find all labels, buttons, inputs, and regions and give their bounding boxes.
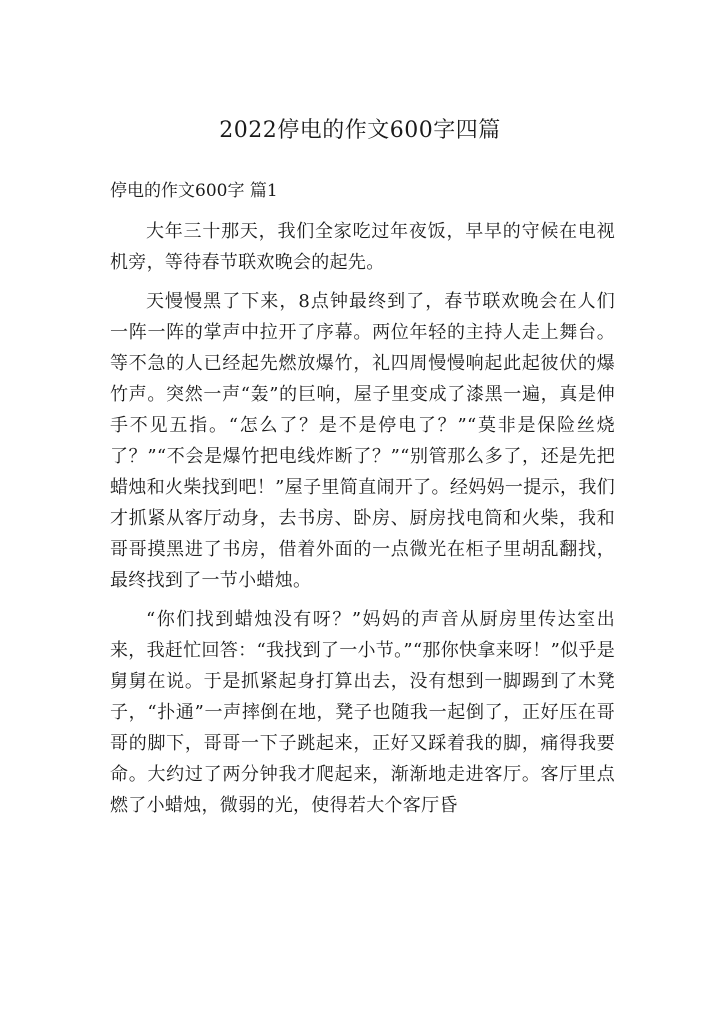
paragraph: 天慢慢黑了下来，8点钟最终到了，春节联欢晚会在人们一阵一阵的掌声中拉开了序幕。两位年轻的主持人走上舞台。等不急的人已经起先燃放爆竹，礼四周慢慢响起此起彼伏的爆竹声。突然一声“轰”的巨响，屋子里变成了漆黑一遍，真是伸手不见五指。“怎么了？是不是停电了？”“莫非是保险丝烧了？”“不会是爆竹把电线炸断了？”“别管那么多了，还是先把蜡烛和火柴找到吧！”屋子里简直闹开了。经妈妈一提示，我们才抓紧从客厅动身，去书房、卧房、厨房找电筒和火柴，我和哥哥摸黑进了书房，借着外面的一点微光在柜子里胡乱翻找，最终找到了一节小蜡烛。 xyxy=(110,291,615,591)
section-heading: 停电的作文600字 篇1 xyxy=(110,181,278,201)
paragraph: “你们找到蜡烛没有呀？”妈妈的声音从厨房里传达室出来，我赶忙回答：“我找到了一小节。”“那你快拿来呀！”似乎是舅舅在说。于是抓紧起身打算出去，没有想到一脚踢到了木凳子，“扑通”一声摔倒在地，凳子也随我一起倒了，正好压在哥哥的脚下，哥哥一下子跳起来，正好又踩着我的脚，痛得我要命。大约过了两分钟我才爬起来，渐渐地走进客厅。客厅里点燃了小蜡烛，微弱的光，使得若大个客厅昏 xyxy=(110,609,615,816)
paragraph: 大年三十那天，我们全家吃过年夜饭，早早的守候在电视机旁，等待春节联欢晚会的起先。 xyxy=(110,221,615,273)
body-text xyxy=(110,216,615,821)
document-title: 2022停电的作文600字四篇 xyxy=(219,118,501,143)
